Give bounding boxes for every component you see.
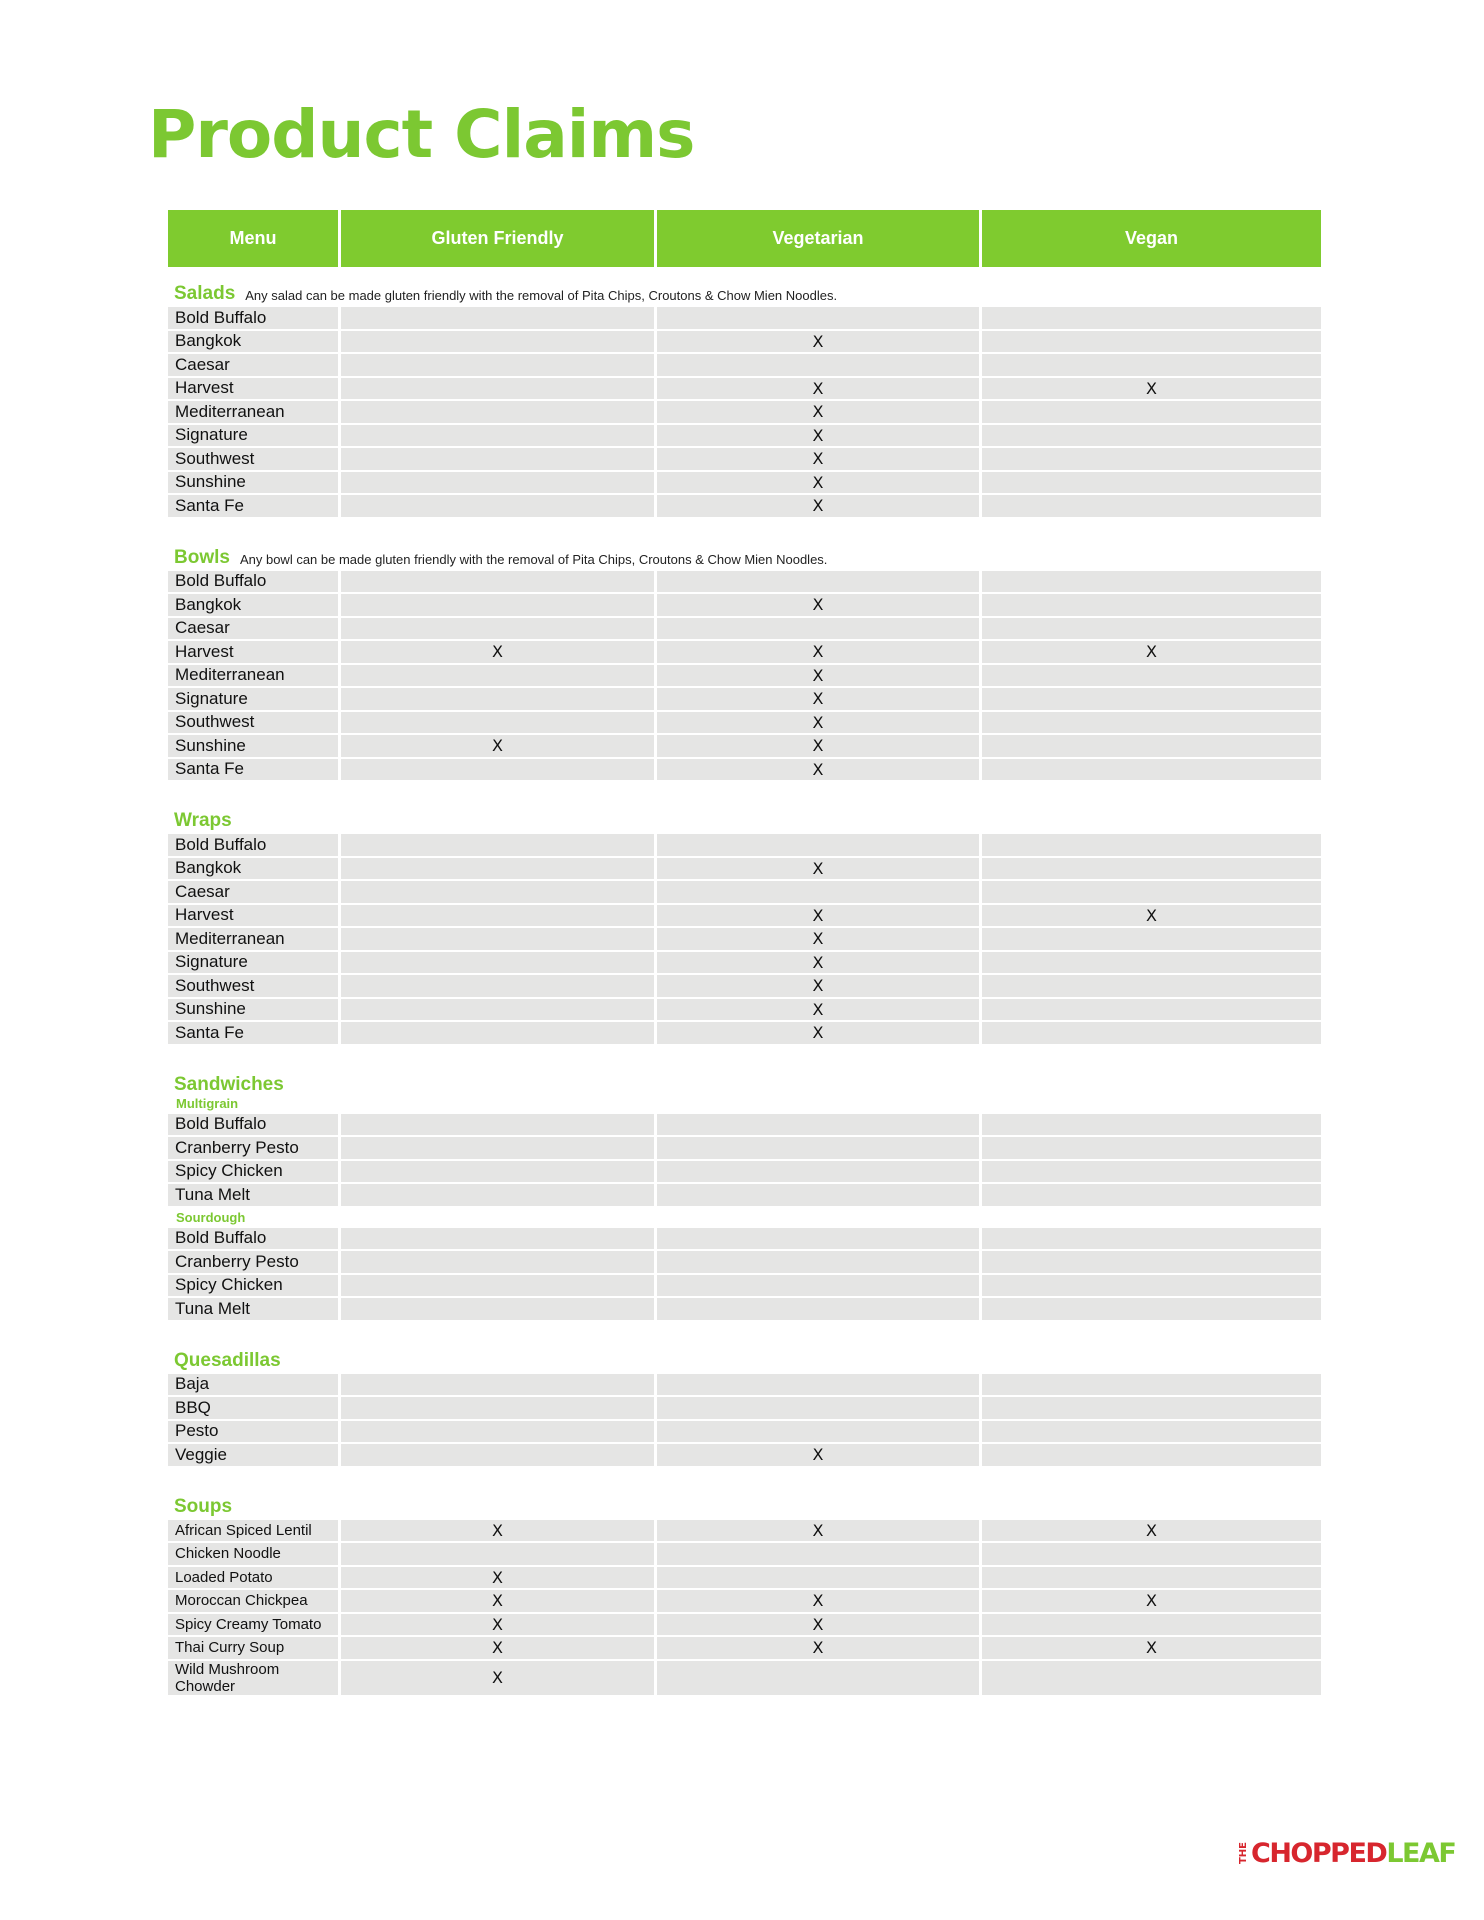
- table-row: [168, 858, 1320, 880]
- menu-item-name: Southwest: [168, 712, 338, 734]
- menu-item-name: Bold Buffalo: [168, 307, 338, 329]
- table-body: [168, 281, 1320, 1695]
- gluten-friendly-cell: [341, 307, 654, 329]
- menu-item-name: Caesar: [168, 354, 338, 376]
- table-row: [168, 1137, 1320, 1159]
- vegetarian-cell: [657, 1421, 979, 1443]
- vegan-cell: [982, 594, 1321, 616]
- subgroup-label: Sourdough: [176, 1209, 246, 1225]
- vegetarian-cell: [657, 1184, 979, 1206]
- vegan-cell: [982, 1114, 1321, 1136]
- vegetarian-cell: X: [657, 858, 979, 880]
- menu-item-name: Bangkok: [168, 858, 338, 880]
- table-row: [168, 641, 1320, 663]
- vegetarian-cell: X: [657, 425, 979, 447]
- gluten-friendly-cell: X: [341, 1614, 654, 1636]
- table-row: [168, 1520, 1320, 1542]
- gluten-friendly-cell: [341, 1543, 654, 1565]
- section-title: [168, 808, 1320, 832]
- menu-item-name: Bold Buffalo: [168, 571, 338, 593]
- menu-item-name: Sunshine: [168, 999, 338, 1021]
- gluten-friendly-cell: [341, 495, 654, 517]
- gluten-friendly-cell: [341, 905, 654, 927]
- section-title: [168, 1072, 1320, 1096]
- gluten-friendly-cell: [341, 618, 654, 640]
- vegetarian-cell: X: [657, 665, 979, 687]
- logo-the: THE: [1238, 1842, 1249, 1865]
- vegan-cell: [982, 1275, 1321, 1297]
- vegan-cell: [982, 999, 1321, 1021]
- gluten-friendly-cell: [341, 1137, 654, 1159]
- vegan-cell: [982, 1161, 1321, 1183]
- menu-item-name: Harvest: [168, 641, 338, 663]
- section-title: [168, 1348, 1320, 1372]
- vegetarian-cell: X: [657, 594, 979, 616]
- menu-item-name: Chicken Noodle: [168, 1543, 338, 1565]
- section-salads: [168, 281, 1320, 517]
- chopped-leaf-logo: [1238, 1838, 1455, 1869]
- table-row: [168, 999, 1320, 1021]
- vegan-cell: [982, 1421, 1321, 1443]
- logo-leaf: LEAF: [1386, 1838, 1456, 1869]
- section-name: Salads: [174, 283, 236, 304]
- vegetarian-cell: [657, 1275, 979, 1297]
- table-row: [168, 1228, 1320, 1250]
- gluten-friendly-cell: [341, 1228, 654, 1250]
- vegan-cell: [982, 425, 1321, 447]
- menu-item-name: Wild Mushroom Chowder: [168, 1661, 338, 1695]
- column-header-menu: Menu: [168, 210, 338, 267]
- menu-item-name: Caesar: [168, 618, 338, 640]
- vegetarian-cell: X: [657, 1614, 979, 1636]
- table-row: [168, 1660, 1320, 1695]
- vegan-cell: [982, 618, 1321, 640]
- vegan-cell: [982, 735, 1321, 757]
- gluten-friendly-cell: [341, 759, 654, 781]
- vegan-cell: [982, 1397, 1321, 1419]
- menu-item-name: Cranberry Pesto: [168, 1251, 338, 1273]
- vegetarian-cell: X: [657, 928, 979, 950]
- menu-item-name: Harvest: [168, 378, 338, 400]
- menu-item-name: Veggie: [168, 1444, 338, 1466]
- gluten-friendly-cell: X: [341, 735, 654, 757]
- vegetarian-cell: X: [657, 975, 979, 997]
- vegan-cell: [982, 881, 1321, 903]
- vegetarian-cell: [657, 1543, 979, 1565]
- menu-item-name: Spicy Creamy Tomato: [168, 1614, 338, 1636]
- table-row: [168, 1567, 1320, 1589]
- menu-item-name: Spicy Chicken: [168, 1161, 338, 1183]
- vegan-cell: [982, 1184, 1321, 1206]
- vegan-cell: [982, 448, 1321, 470]
- table-row: [168, 618, 1320, 640]
- menu-item-name: Pesto: [168, 1421, 338, 1443]
- vegan-cell: X: [982, 1520, 1321, 1542]
- gluten-friendly-cell: [341, 928, 654, 950]
- column-header-vegetarian: Vegetarian: [657, 210, 979, 267]
- table-row: [168, 1022, 1320, 1044]
- section-wraps: [168, 808, 1320, 1044]
- gluten-friendly-cell: [341, 1184, 654, 1206]
- vegetarian-cell: [657, 1228, 979, 1250]
- table-row: [168, 1397, 1320, 1419]
- vegan-cell: [982, 571, 1321, 593]
- vegetarian-cell: [657, 1251, 979, 1273]
- table-row: [168, 594, 1320, 616]
- vegan-cell: X: [982, 378, 1321, 400]
- gluten-friendly-cell: [341, 688, 654, 710]
- vegetarian-cell: X: [657, 905, 979, 927]
- table-row: [168, 495, 1320, 517]
- vegan-cell: [982, 1444, 1321, 1466]
- table-row: [168, 1275, 1320, 1297]
- menu-item-name: Mediterranean: [168, 401, 338, 423]
- column-header-vegan: Vegan: [982, 210, 1321, 267]
- section-name: Soups: [174, 1495, 233, 1517]
- gluten-friendly-cell: [341, 472, 654, 494]
- vegan-cell: [982, 975, 1321, 997]
- vegan-cell: [982, 1567, 1321, 1589]
- vegetarian-cell: X: [657, 472, 979, 494]
- vegetarian-cell: [657, 1298, 979, 1320]
- table-row: [168, 881, 1320, 903]
- table-row: [168, 571, 1320, 593]
- vegetarian-cell: X: [657, 1022, 979, 1044]
- table-row: [168, 1421, 1320, 1443]
- table-row: [168, 1251, 1320, 1273]
- vegetarian-cell: X: [657, 999, 979, 1021]
- vegan-cell: [982, 952, 1321, 974]
- vegetarian-cell: X: [657, 1590, 979, 1612]
- gluten-friendly-cell: [341, 834, 654, 856]
- section-title: [168, 1494, 1320, 1518]
- gluten-friendly-cell: X: [341, 1661, 654, 1695]
- section-name: Bowls: [174, 546, 230, 568]
- menu-item-name: Santa Fe: [168, 495, 338, 517]
- menu-item-name: Spicy Chicken: [168, 1275, 338, 1297]
- vegetarian-cell: X: [657, 952, 979, 974]
- vegetarian-cell: X: [657, 1444, 979, 1466]
- menu-item-name: Santa Fe: [168, 1022, 338, 1044]
- vegan-cell: X: [982, 641, 1321, 663]
- section-note: Any salad can be made gluten friendly with the removal of Pita Chips, Croutons & Chow Mien Noodles.: [245, 288, 838, 303]
- table-row: [168, 448, 1320, 470]
- vegan-cell: [982, 1251, 1321, 1273]
- table-row: [168, 905, 1320, 927]
- gluten-friendly-cell: [341, 448, 654, 470]
- gluten-friendly-cell: [341, 425, 654, 447]
- gluten-friendly-cell: [341, 712, 654, 734]
- gluten-friendly-cell: [341, 1421, 654, 1443]
- vegetarian-cell: [657, 354, 979, 376]
- vegetarian-cell: [657, 1137, 979, 1159]
- menu-item-name: Santa Fe: [168, 759, 338, 781]
- table-row: [168, 1184, 1320, 1206]
- vegan-cell: [982, 858, 1321, 880]
- table-row: [168, 1543, 1320, 1565]
- vegan-cell: [982, 665, 1321, 687]
- vegan-cell: [982, 712, 1321, 734]
- menu-item-name: Cranberry Pesto: [168, 1137, 338, 1159]
- menu-item-name: Tuna Melt: [168, 1184, 338, 1206]
- vegetarian-cell: X: [657, 331, 979, 353]
- table-row: [168, 1161, 1320, 1183]
- table-row: [168, 759, 1320, 781]
- vegan-cell: [982, 307, 1321, 329]
- section-soups: [168, 1494, 1320, 1695]
- gluten-friendly-cell: [341, 999, 654, 1021]
- table-row: [168, 1374, 1320, 1396]
- vegan-cell: X: [982, 1637, 1321, 1659]
- gluten-friendly-cell: [341, 881, 654, 903]
- vegan-cell: [982, 928, 1321, 950]
- vegetarian-cell: [657, 307, 979, 329]
- section-bowls: [168, 545, 1320, 781]
- vegetarian-cell: X: [657, 735, 979, 757]
- subgroup-label: Multigrain: [176, 1095, 239, 1111]
- vegetarian-cell: X: [657, 401, 979, 423]
- gluten-friendly-cell: [341, 1397, 654, 1419]
- vegan-cell: [982, 1661, 1321, 1695]
- table-row: [168, 401, 1320, 423]
- vegetarian-cell: [657, 1567, 979, 1589]
- table-row: [168, 1637, 1320, 1659]
- menu-item-name: Harvest: [168, 905, 338, 927]
- menu-item-name: Sunshine: [168, 472, 338, 494]
- logo-chopped: CHOPPED: [1251, 1838, 1387, 1869]
- table-row: [168, 378, 1320, 400]
- gluten-friendly-cell: [341, 1161, 654, 1183]
- vegan-cell: X: [982, 1590, 1321, 1612]
- section-name: Quesadillas: [174, 1349, 281, 1371]
- vegetarian-cell: X: [657, 495, 979, 517]
- vegetarian-cell: [657, 1114, 979, 1136]
- table-row: [168, 952, 1320, 974]
- vegan-cell: [982, 834, 1321, 856]
- vegan-cell: [982, 1614, 1321, 1636]
- vegetarian-cell: [657, 618, 979, 640]
- menu-item-name: BBQ: [168, 1397, 338, 1419]
- gluten-friendly-cell: [341, 331, 654, 353]
- table-header: [168, 210, 1320, 267]
- table-row: [168, 928, 1320, 950]
- vegetarian-cell: X: [657, 688, 979, 710]
- vegetarian-cell: [657, 1161, 979, 1183]
- menu-item-name: Signature: [168, 952, 338, 974]
- menu-item-name: Bold Buffalo: [168, 834, 338, 856]
- menu-item-name: Mediterranean: [168, 665, 338, 687]
- section-note: Any bowl can be made gluten friendly with the removal of Pita Chips, Croutons & Chow Mien Noodles.: [239, 551, 828, 567]
- section-quesadillas: [168, 1348, 1320, 1466]
- menu-item-name: Bangkok: [168, 331, 338, 353]
- vegetarian-cell: X: [657, 759, 979, 781]
- product-claims-table: [168, 210, 1320, 1695]
- gluten-friendly-cell: [341, 1444, 654, 1466]
- menu-item-name: Moroccan Chickpea: [168, 1590, 338, 1612]
- vegan-cell: [982, 495, 1321, 517]
- gluten-friendly-cell: [341, 1374, 654, 1396]
- gluten-friendly-cell: [341, 354, 654, 376]
- menu-item-name: Signature: [168, 688, 338, 710]
- table-row: [168, 665, 1320, 687]
- gluten-friendly-cell: X: [341, 1520, 654, 1542]
- table-row: [168, 834, 1320, 856]
- gluten-friendly-cell: [341, 401, 654, 423]
- gluten-friendly-cell: X: [341, 1590, 654, 1612]
- menu-item-name: Southwest: [168, 448, 338, 470]
- table-row: [168, 425, 1320, 447]
- table-row: [168, 472, 1320, 494]
- vegetarian-cell: [657, 834, 979, 856]
- gluten-friendly-cell: X: [341, 1637, 654, 1659]
- menu-item-name: Southwest: [168, 975, 338, 997]
- table-row: [168, 1444, 1320, 1466]
- gluten-friendly-cell: [341, 952, 654, 974]
- table-row: [168, 1590, 1320, 1612]
- vegetarian-cell: X: [657, 712, 979, 734]
- menu-item-name: Bold Buffalo: [168, 1228, 338, 1250]
- table-row: [168, 735, 1320, 757]
- table-row: [168, 712, 1320, 734]
- vegetarian-cell: X: [657, 641, 979, 663]
- vegan-cell: X: [982, 905, 1321, 927]
- gluten-friendly-cell: [341, 1251, 654, 1273]
- menu-item-name: Bangkok: [168, 594, 338, 616]
- vegan-cell: [982, 1374, 1321, 1396]
- gluten-friendly-cell: [341, 1275, 654, 1297]
- menu-item-name: African Spiced Lentil: [168, 1520, 338, 1542]
- vegan-cell: [982, 1022, 1321, 1044]
- vegan-cell: [982, 1298, 1321, 1320]
- vegan-cell: [982, 759, 1321, 781]
- menu-item-name: Tuna Melt: [168, 1298, 338, 1320]
- section-title: [168, 545, 1320, 569]
- page-title: Product Claims: [148, 96, 695, 173]
- gluten-friendly-cell: X: [341, 641, 654, 663]
- gluten-friendly-cell: [341, 378, 654, 400]
- section-name: Sandwiches: [174, 1073, 284, 1095]
- table-row: [168, 354, 1320, 376]
- vegetarian-cell: X: [657, 1637, 979, 1659]
- vegan-cell: [982, 401, 1321, 423]
- menu-item-name: Thai Curry Soup: [168, 1637, 338, 1659]
- section-name: Wraps: [174, 810, 232, 831]
- table-row: [168, 307, 1320, 329]
- gluten-friendly-cell: [341, 858, 654, 880]
- vegan-cell: [982, 472, 1321, 494]
- vegetarian-cell: X: [657, 1520, 979, 1542]
- section-sandwiches: [168, 1072, 1320, 1320]
- table-row: [168, 975, 1320, 997]
- menu-item-name: Baja: [168, 1374, 338, 1396]
- vegan-cell: [982, 688, 1321, 710]
- vegan-cell: [982, 331, 1321, 353]
- vegetarian-cell: X: [657, 378, 979, 400]
- gluten-friendly-cell: [341, 1114, 654, 1136]
- table-row: [168, 1298, 1320, 1320]
- section-title: [168, 281, 1320, 305]
- menu-item-name: Mediterranean: [168, 928, 338, 950]
- vegetarian-cell: [657, 571, 979, 593]
- gluten-friendly-cell: [341, 571, 654, 593]
- vegetarian-cell: [657, 1374, 979, 1396]
- vegetarian-cell: [657, 1397, 979, 1419]
- column-header-gluten-friendly: Gluten Friendly: [341, 210, 654, 267]
- gluten-friendly-cell: X: [341, 1567, 654, 1589]
- vegan-cell: [982, 1543, 1321, 1565]
- menu-item-name: Loaded Potato: [168, 1567, 338, 1589]
- vegan-cell: [982, 354, 1321, 376]
- gluten-friendly-cell: [341, 1298, 654, 1320]
- gluten-friendly-cell: [341, 1022, 654, 1044]
- vegetarian-cell: X: [657, 448, 979, 470]
- vegan-cell: [982, 1137, 1321, 1159]
- vegan-cell: [982, 1228, 1321, 1250]
- vegetarian-cell: [657, 881, 979, 903]
- gluten-friendly-cell: [341, 594, 654, 616]
- menu-item-name: Bold Buffalo: [168, 1114, 338, 1136]
- table-row: [168, 1114, 1320, 1136]
- vegetarian-cell: [657, 1661, 979, 1695]
- menu-item-name: Sunshine: [168, 735, 338, 757]
- table-row: [168, 688, 1320, 710]
- table-row: [168, 331, 1320, 353]
- menu-item-name: Caesar: [168, 881, 338, 903]
- menu-item-name: Signature: [168, 425, 338, 447]
- gluten-friendly-cell: [341, 665, 654, 687]
- table-row: [168, 1614, 1320, 1636]
- gluten-friendly-cell: [341, 975, 654, 997]
